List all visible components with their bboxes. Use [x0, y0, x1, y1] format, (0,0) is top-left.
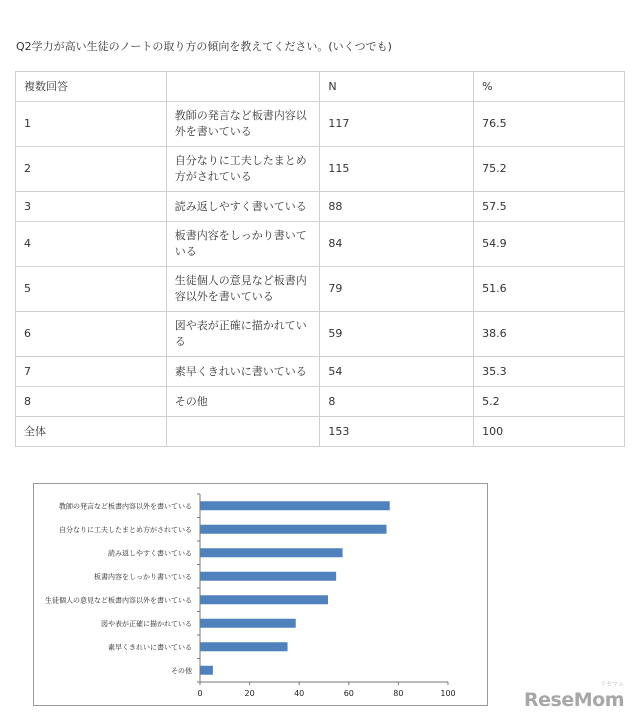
table-row — [16, 387, 625, 417]
total-label: 全体 — [16, 417, 167, 447]
table-row — [16, 147, 625, 192]
row-percent: 38.6 — [474, 312, 625, 357]
header-blank — [166, 72, 320, 102]
category-label: 自分なりに工夫したまとめ方がされている — [59, 525, 192, 534]
row-number: 6 — [16, 312, 167, 357]
row-number: 8 — [16, 387, 167, 417]
table-header-row — [16, 72, 625, 102]
table-total-row — [16, 417, 625, 447]
row-label: その他 — [166, 387, 320, 417]
row-n: 79 — [320, 267, 474, 312]
x-tick-label: 0 — [197, 689, 203, 698]
bar-chart — [33, 483, 488, 706]
table-row — [16, 222, 625, 267]
x-tick-label: 80 — [393, 689, 404, 698]
total-n: 153 — [320, 417, 474, 447]
row-label: 素早くきれいに書いている — [166, 357, 320, 387]
row-label: 教師の発言など板書内容以外を書いている — [166, 102, 320, 147]
table-row — [16, 102, 625, 147]
row-percent: 5.2 — [474, 387, 625, 417]
question-title: Q2学力が高い生徒のノートの取り方の傾向を教えてください。(いくつでも) — [16, 40, 392, 53]
row-number: 7 — [16, 357, 167, 387]
row-n: 59 — [320, 312, 474, 357]
category-label: 板書内容をしっかり書いている — [94, 572, 192, 581]
category-label: 生徒個人の意見など板書内容以外を書いている — [45, 596, 192, 605]
resemom-logo: ReseMom — [524, 689, 624, 711]
row-label: 自分なりに工夫したまとめ方がされている — [166, 147, 320, 192]
bar — [200, 525, 386, 534]
header-multiple-answer: 複数回答 — [16, 72, 167, 102]
x-tick-label: 40 — [294, 689, 305, 698]
row-label: 図や表が正確に描かれている — [166, 312, 320, 357]
table-row — [16, 312, 625, 357]
row-n: 54 — [320, 357, 474, 387]
table-row — [16, 267, 625, 312]
row-number: 2 — [16, 147, 167, 192]
total-blank — [166, 417, 320, 447]
row-number: 3 — [16, 192, 167, 222]
category-label: その他 — [171, 666, 192, 675]
row-percent: 57.5 — [474, 192, 625, 222]
row-n: 88 — [320, 192, 474, 222]
row-n: 8 — [320, 387, 474, 417]
row-label: 生徒個人の意見など板書内容以外を書いている — [166, 267, 320, 312]
row-percent: 51.6 — [474, 267, 625, 312]
x-tick-label: 100 — [440, 689, 456, 698]
table-row — [16, 357, 625, 387]
x-tick-label: 20 — [244, 689, 255, 698]
bar — [200, 501, 390, 510]
row-percent: 35.3 — [474, 357, 625, 387]
bar — [200, 642, 288, 651]
row-percent: 54.9 — [474, 222, 625, 267]
category-label: 教師の発言など板書内容以外を書いている — [59, 502, 192, 511]
category-label: 素早くきれいに書いている — [108, 643, 192, 652]
bar — [200, 572, 336, 581]
bar — [200, 666, 213, 675]
row-percent: 75.2 — [474, 147, 625, 192]
bar — [200, 548, 343, 557]
logo-kana: リセマム — [600, 681, 624, 688]
results-table — [15, 71, 625, 447]
bar — [200, 619, 296, 628]
row-n: 115 — [320, 147, 474, 192]
row-n: 117 — [320, 102, 474, 147]
bar — [200, 595, 328, 604]
header-percent: % — [474, 72, 625, 102]
header-n: N — [320, 72, 474, 102]
bar-chart-svg — [34, 484, 487, 705]
row-label: 板書内容をしっかり書いている — [166, 222, 320, 267]
row-number: 5 — [16, 267, 167, 312]
row-number: 1 — [16, 102, 167, 147]
total-percent: 100 — [474, 417, 625, 447]
category-label: 図や表が正確に描かれている — [101, 619, 192, 628]
x-tick-label: 60 — [343, 689, 354, 698]
row-n: 84 — [320, 222, 474, 267]
row-label: 読み返しやすく書いている — [166, 192, 320, 222]
row-percent: 76.5 — [474, 102, 625, 147]
category-label: 読み返しやすく書いている — [108, 549, 192, 558]
row-number: 4 — [16, 222, 167, 267]
table-row — [16, 192, 625, 222]
